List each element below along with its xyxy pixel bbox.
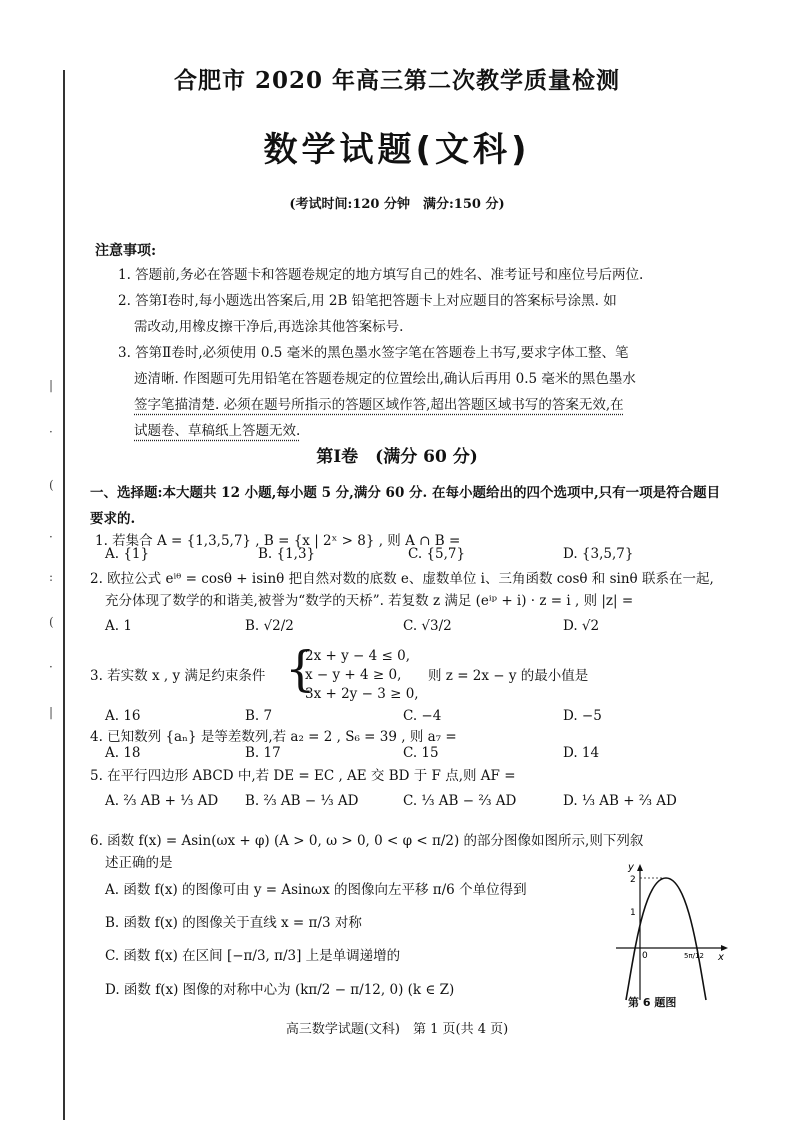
y-label: y: [628, 862, 634, 873]
question-4-option-a: A. 18: [105, 745, 141, 761]
figure-caption: 第 6 题图: [628, 996, 677, 1009]
origin-label: 0: [642, 951, 648, 961]
tick-1: 1: [630, 908, 636, 918]
tick-x: 5π/12: [684, 952, 704, 960]
question-1-option-c: C. {5,7}: [408, 546, 466, 562]
notice-item-3: 3. 答第Ⅱ卷时,必须使用 0.5 毫米的黑色墨水签字笔在答题卷上书写,要求字体工整、笔: [118, 345, 629, 361]
question-3-tail: 则 z = 2x − y 的最小值是: [428, 668, 589, 684]
question-5-option-b: B. ⅔ AB − ⅓ AD: [245, 793, 359, 809]
notice-item-2: 2. 答第Ⅰ卷时,每小题选出答案后,用 2B 铅笔把答题卡上对应题目的答案标号涂黑. 如: [118, 293, 617, 309]
question-2-option-a: A. 1: [105, 618, 132, 634]
question-1-option-a: A. {1}: [105, 546, 150, 562]
notice-item-3-cont: 迹清晰. 作图题可先用铅笔在答题卷规定的位置绘出,确认后再用 0.5 毫米的黑色墨水: [134, 371, 636, 387]
question-5-option-d: D. ⅓ AB + ⅔ AD: [563, 793, 677, 809]
question-3-option-b: B. 7: [245, 708, 273, 724]
exam-info: (考试时间:120 分钟 满分:150 分): [289, 197, 505, 212]
question-1-option-d: D. {3,5,7}: [563, 546, 634, 562]
exam-title: 合肥市 2020 年高三第二次教学质量检测: [173, 67, 621, 94]
margin-mark: |: [49, 705, 54, 719]
subject-title: 数学试题(文科): [263, 130, 531, 170]
question-1-option-b: B. {1,3}: [258, 546, 316, 562]
page-footer: 高三数学试题(文科) 第 1 页(共 4 页): [285, 1022, 509, 1037]
margin-mark: |: [49, 378, 54, 392]
question-5-stem: 5. 在平行四边形 ABCD 中,若 DE = EC , AE 交 BD 于 F 点,则 AF =: [90, 768, 516, 784]
question-3-option-a: A. 16: [105, 708, 141, 724]
margin-mark: (: [49, 478, 54, 492]
question-2-stem: 2. 欧拉公式 eⁱᶿ = cosθ + isinθ 把自然对数的底数 e、虚数单位 i、三角函数 cosθ 和 sinθ 联系在一起,: [90, 571, 714, 587]
x-axis-arrow: [721, 945, 728, 951]
left-brace: {: [285, 641, 316, 697]
question-2-option-b: B. √2/2: [245, 618, 294, 634]
notice-item-3-cont: 签字笔描清楚. 必须在题号所指示的答题区域作答,超出答题区域书写的答案无效,在: [134, 397, 624, 413]
question-6-option-d: D. 函数 f(x) 图像的对称中心为 (kπ/2 − π/12, 0) (k ∈ Z): [105, 982, 455, 998]
section-title: 第Ⅰ卷 (满分 60 分): [316, 447, 478, 467]
question-6-stem-cont: 述正确的是: [105, 855, 173, 871]
margin-mark: :: [49, 570, 54, 584]
question-4-stem: 4. 已知数列 {aₙ} 是等差数列,若 a₂ = 2 , S₆ = 39 , 则 a₇ =: [90, 729, 457, 745]
notice-item-1: 1. 答题前,务必在答题卡和答题卷规定的地方填写自己的姓名、准考证号和座位号后两位.: [118, 267, 644, 283]
x-label: x: [718, 952, 724, 963]
tick-2: 2: [630, 875, 636, 885]
margin-mark: (: [49, 615, 54, 629]
constraint-2: x − y + 4 ≥ 0,: [305, 667, 402, 683]
question-6-option-a: A. 函数 f(x) 的图像可由 y = Asinωx 的图像向左平移 π/6 个单位得到: [105, 882, 527, 898]
constraint-3: 3x + 2y − 3 ≥ 0,: [305, 686, 419, 702]
question-6-option-b: B. 函数 f(x) 的图像关于直线 x = π/3 对称: [105, 915, 362, 931]
question-5-option-a: A. ⅔ AB + ⅓ AD: [105, 793, 219, 809]
binding-margin-line: [63, 70, 65, 1120]
notice-item-2-cont: 需改动,用橡皮擦干净后,再选涂其他答案标号.: [134, 319, 404, 335]
question-4-option-d: D. 14: [563, 745, 600, 761]
question-3-option-c: C. −4: [403, 708, 442, 724]
margin-mark: ·: [49, 425, 53, 439]
sine-curve: [626, 878, 706, 1000]
question-2-option-d: D. √2: [563, 618, 600, 634]
question-3-option-d: D. −5: [563, 708, 602, 724]
margin-mark: ·: [49, 530, 53, 544]
y-axis-arrow: [637, 864, 643, 871]
question-1-stem: 1. 若集合 A = {1,3,5,7} , B = {x | 2ˣ > 8} , 则 A ∩ B =: [95, 533, 461, 549]
constraint-1: 2x + y − 4 ≤ 0,: [305, 648, 410, 664]
notice-item-3-cont: 试题卷、草稿纸上答题无效.: [134, 423, 301, 439]
margin-mark: ·: [49, 660, 53, 674]
notice-title: 注意事项:: [95, 243, 157, 259]
part-instructions: 一、选择题:本大题共 12 小题,每小题 5 分,满分 60 分. 在每小题给出的四个选项中,只有一项是符合题目要求的.: [90, 485, 721, 527]
question-2-option-c: C. √3/2: [403, 618, 452, 634]
question-4-option-b: B. 17: [245, 745, 281, 761]
question-6-figure: [606, 860, 731, 1010]
question-2-stem-cont: 充分体现了数学的和谐美,被誉为“数学的天桥”. 若复数 z 满足 (eⁱᵖ + i) · z = i , 则 |z| =: [105, 593, 634, 609]
question-6-option-c: C. 函数 f(x) 在区间 [−π/3, π/3] 上是单调递增的: [105, 948, 401, 964]
question-4-option-c: C. 15: [403, 745, 439, 761]
question-6-stem: 6. 函数 f(x) = Asin(ωx + φ) (A > 0, ω > 0, 0 < φ < π/2) 的部分图像如图所示,则下列叙: [90, 833, 644, 849]
question-5-option-c: C. ⅓ AB − ⅔ AD: [403, 793, 517, 809]
question-3-stem: 3. 若实数 x , y 满足约束条件: [90, 668, 266, 684]
